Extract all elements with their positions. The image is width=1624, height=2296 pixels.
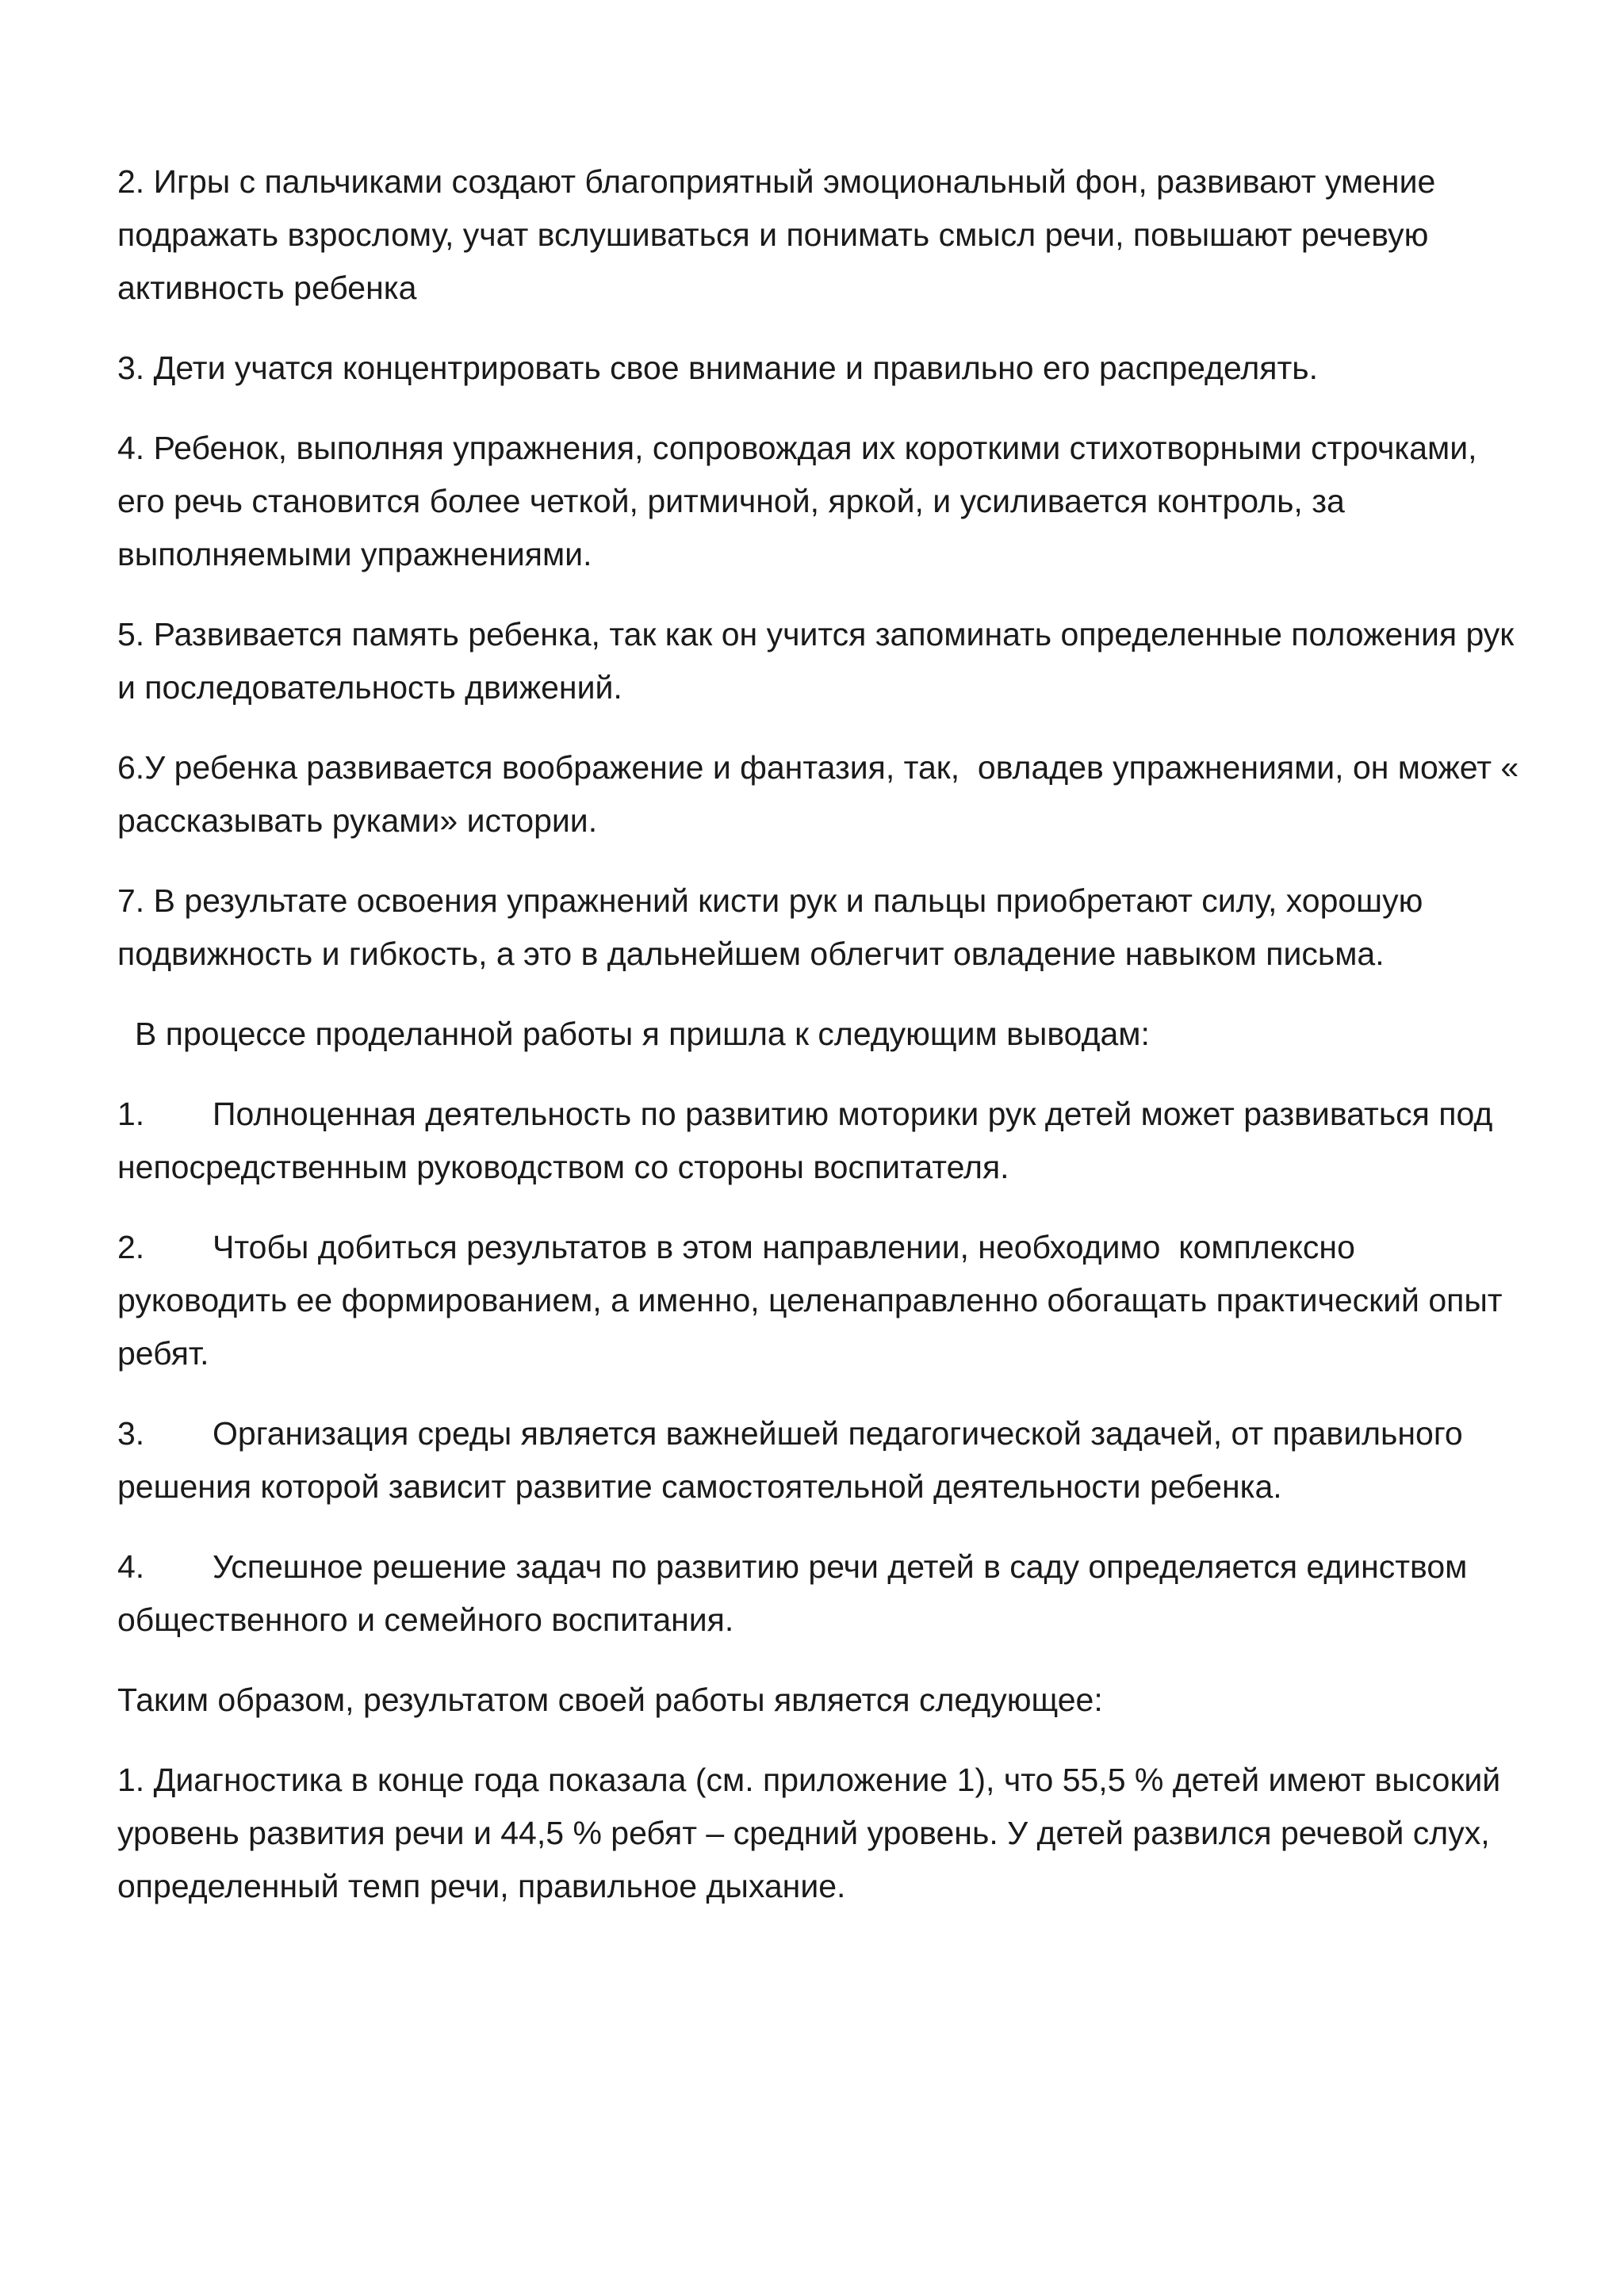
conclusion-item-4 (117, 1540, 1529, 1647)
conclusion-item-3 (117, 1407, 1529, 1513)
conclusion-text: Чтобы добиться результатов в этом направлении, необходимо комплексно руководить ее формированием, а именно, целенаправленно обогащать практический опыт ребят. (117, 1229, 1511, 1372)
conclusion-number: 2. (117, 1229, 145, 1265)
results-intro: Таким образом, результатом своей работы является следующее: (117, 1682, 1103, 1718)
benefit-item-4: 4. Ребенок, выполняя упражнения, сопровождая их короткими стихотворными строчками, его речь становится более четкой, ритмичной, яркой, и усиливается контроль, за выполняемыми упражнениями. (117, 430, 1486, 572)
conclusion-item-1 (117, 1088, 1529, 1194)
conclusion-text: Организация среды является важнейшей педагогической задачей, от правильного решения которой зависит развитие самостоятельной деятельности ребенка. (117, 1415, 1473, 1505)
benefit-item-7: 7. В результате освоения упражнений кисти рук и пальцы приобретают силу, хорошую подвижность и гибкость, а это в дальнейшем облегчит овладение навыком письма. (117, 882, 1432, 972)
conclusion-text: Полноценная деятельность по развитию моторики рук детей может развиваться под непосредственным руководством со стороны воспитателя. (117, 1096, 1502, 1185)
conclusion-item-2 (117, 1221, 1529, 1380)
benefit-item-3: 3. Дети учатся концентрировать свое внимание и правильно его распределять. (117, 350, 1319, 386)
conclusion-number: 3. (117, 1415, 145, 1452)
conclusion-text: Успешное решение задач по развитию речи детей в саду определяется единством общественного и семейного воспитания. (117, 1548, 1477, 1638)
benefit-item-6: 6.У ребенка развивается воображение и фантазия, так, овладев упражнениями, он может « рассказывать руками» истории. (117, 749, 1528, 839)
conclusion-number: 1. (117, 1096, 145, 1132)
conclusions-intro: В процессе проделанной работы я пришла к следующим выводам: (135, 1016, 1150, 1052)
result-item-1: 1. Диагностика в конце года показала (см. приложение 1), что 55,5 % детей имеют высокий уровень развития речи и 44,5 % ребят – средний уровень. У детей развился речевой слух, определенный темп речи, правильное дыхание. (117, 1762, 1510, 1904)
benefit-item-2: 2. Игры с пальчиками создают благоприятный эмоциональный фон, развивают умение подражать взрослому, учат вслушиваться и понимать смысл речи, повышают речевую активность ребенка (117, 163, 1445, 306)
conclusion-number: 4. (117, 1548, 145, 1585)
benefit-item-5: 5. Развивается память ребенка, так как он учится запоминать определенные положения рук и последовательность движений. (117, 616, 1523, 706)
document-body (117, 155, 1529, 1940)
